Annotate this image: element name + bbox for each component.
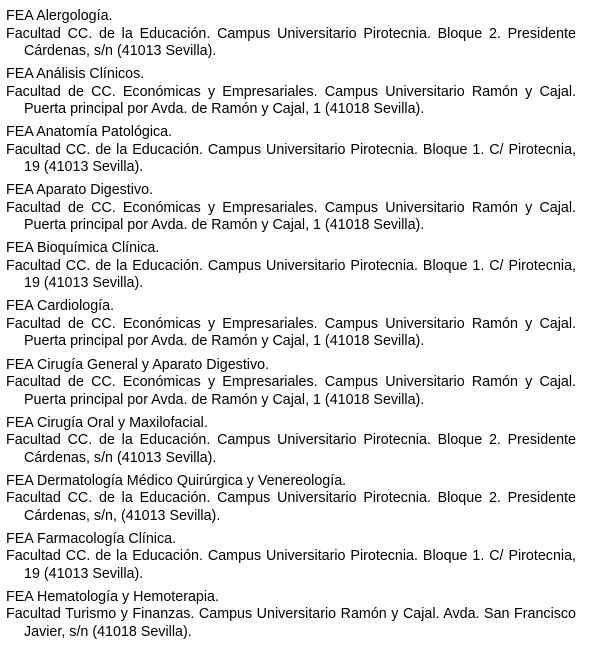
specialty-title: FEA Dermatología Médico Quirúrgica y Venereología.: [6, 472, 347, 489]
specialty-title: FEA Hematología y Hemoterapia.: [6, 588, 219, 605]
entry-farmacologia-clinica: [6, 531, 576, 584]
venue-address: Facultad CC. de la Educación. Campus Universitario Pirotecnia. Bloque 1. C/ Pirotecnia, 19 (41013 Sevilla).: [6, 257, 576, 292]
entry-anatomia-patologica: [6, 124, 576, 177]
specialty-title: FEA Alergología.: [6, 8, 113, 24]
venue-address: Facultad de CC. Económicas y Empresariales. Campus Universitario Ramón y Cajal. Puerta principal por Avda. de Ramón y Cajal, 1 (41018 Sevilla).: [6, 374, 576, 408]
venue-address: Facultad de CC. Económicas y Empresariales. Campus Universitario Ramón y Cajal. Puerta principal por Avda. de Ramón y Cajal, 1 (41018 Sevilla).: [6, 315, 576, 350]
specialty-title: FEA Cirugía Oral y Maxilofacial.: [6, 414, 208, 431]
specialty-title: FEA Bioquímica Clínica.: [6, 240, 160, 257]
venue-address: Facultad CC. de la Educación. Campus Universitario Pirotecnia. Bloque 2. Presidente Cárdenas, s/n (41013 Sevilla).: [6, 25, 576, 59]
entry-dermatologia: [6, 473, 576, 526]
venue-address: Facultad de CC. Económicas y Empresariales. Campus Universitario Ramón y Cajal. Puerta principal por Avda. de Ramón y Cajal, 1 (41018 Sevilla).: [6, 199, 576, 234]
specialty-title: FEA Anatomía Patológica.: [6, 124, 173, 141]
venue-address: Facultad CC. de la Educación. Campus Universitario Pirotecnia. Bloque 2. Presidente Cárdenas, s/n (41013 Sevilla).: [6, 432, 576, 466]
venue-address: Facultad CC. de la Educación. Campus Universitario Pirotecnia. Bloque 2. Presidente Cárdenas, s/n, (41013 Sevilla).: [6, 490, 576, 524]
specialty-title: FEA Cirugía General y Aparato Digestivo.: [6, 356, 270, 373]
entry-aparato-digestivo: [6, 182, 576, 235]
specialty-title: FEA Farmacología Clínica.: [6, 530, 177, 547]
entry-cirugia-oral: [6, 415, 576, 468]
entry-hematologia: [6, 589, 576, 642]
entry-bioquimica-clinica: [6, 240, 576, 293]
specialty-title: FEA Cardiología.: [6, 298, 115, 315]
entry-cirugia-general: [6, 357, 576, 410]
entry-analisis-clinicos: [6, 66, 576, 119]
venue-address: Facultad de CC. Económicas y Empresariales. Campus Universitario Ramón y Cajal. Puerta principal por Avda. de Ramón y Cajal, 1 (41018 Sevilla).: [6, 83, 576, 118]
venue-address: Facultad CC. de la Educación. Campus Universitario Pirotecnia. Bloque 1. C/ Pirotecnia, 19 (41013 Sevilla).: [6, 141, 576, 176]
venue-address: Facultad CC. de la Educación. Campus Universitario Pirotecnia. Bloque 1. C/ Pirotecnia, 19 (41013 Sevilla).: [6, 548, 576, 582]
entry-alergologia: [6, 8, 576, 61]
specialty-title: FEA Análisis Clínicos.: [6, 66, 145, 83]
specialty-title: FEA Aparato Digestivo.: [6, 182, 154, 199]
venue-address: Facultad Turismo y Finanzas. Campus Universitario Ramón y Cajal. Avda. San Francisco Javier, s/n (41018 Sevilla).: [6, 606, 576, 640]
entry-cardiologia: [6, 298, 576, 351]
